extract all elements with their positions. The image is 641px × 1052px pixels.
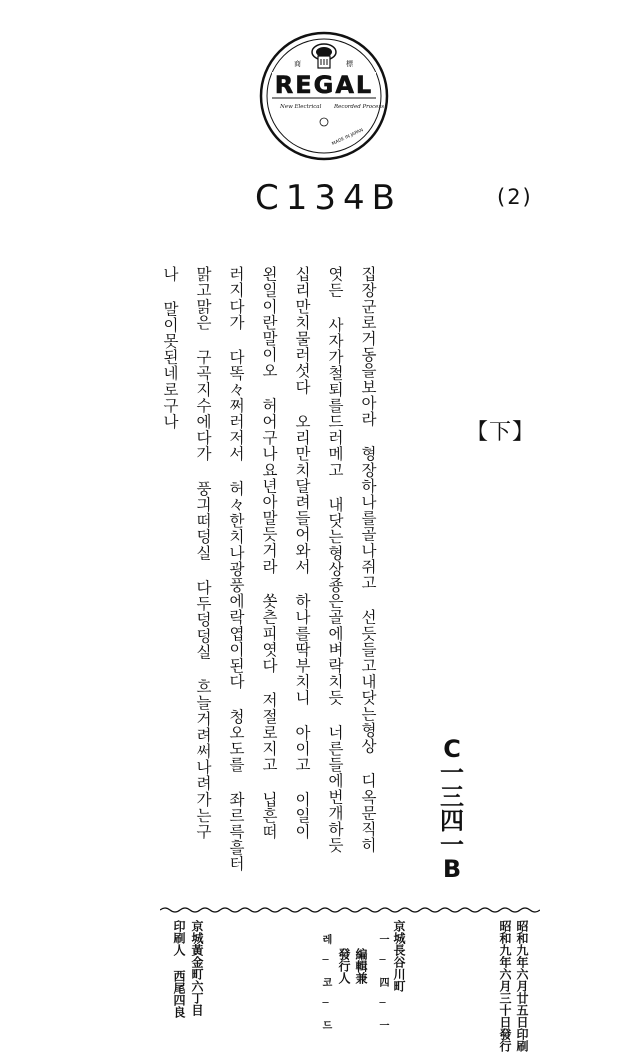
- lyric-line: 집장군로거동을보아라 형장하나를골나쥐고 선듯들고내닷는형상 디옥문직히: [359, 266, 377, 854]
- side-mark: 【下】: [466, 420, 536, 445]
- lyric-line: 십리만치물러섯다 오리만치달려들어와서 하나를딱부치니 아이고 이일이: [293, 266, 311, 840]
- record-label-icon: [258, 30, 390, 162]
- lyric-line: 러지다가 다똑々쩌러저서 허々한치나광풍에락엽이된다 청오도를 좌르륵흘터: [227, 266, 245, 872]
- lyric-line: 엿든 사자가철퇴를드러메고 내닷는형상죵은골에벼락치듯 너른들에번개하듯: [326, 266, 344, 854]
- colophon-publisher-role-2: 發行人: [337, 948, 351, 984]
- colophon-print-date: 昭和九年六月廿五日印刷: [515, 920, 529, 1052]
- regal-label-logo: [258, 30, 390, 162]
- colophon-printer-name: 印刷人 西尾四良: [172, 920, 186, 1018]
- lyrics-block: [160, 266, 385, 872]
- lyric-line: 왼일이란말이오 허어구나요년아말듯거라 쏫츤피엿다 저절로지고 닙흔떠: [260, 266, 278, 840]
- colophon-publisher-name: 레 ─ 코 ─ 드: [320, 934, 331, 1030]
- colophon-publisher-role: 編輯兼: [354, 948, 368, 984]
- vertical-code-char: C: [443, 735, 461, 763]
- vertical-code-char: 四: [440, 807, 464, 835]
- vertical-code-char: 一: [440, 831, 464, 859]
- label-top-left-mark: 商: [294, 60, 301, 68]
- vertical-code-char: 三: [440, 783, 464, 811]
- lyric-line: 맑고맑은 구곡지수에다가 풍긔떠덩실 다두덩덩실 흐늘거려써나려가는구: [194, 266, 212, 840]
- label-top-right-mark: 標: [346, 60, 353, 68]
- label-process-right: Recorded Process: [334, 104, 385, 110]
- label-process-left: New Electrical: [280, 104, 322, 110]
- colophon: [0, 920, 641, 1052]
- colophon-publish-date: 昭和九年六月三十日發行: [498, 920, 512, 1052]
- catalog-number: C134B: [255, 178, 402, 218]
- colophon-publisher-number: 一 ─ 四 ─ 一: [377, 934, 388, 1030]
- label-brand: REGAL: [274, 71, 374, 99]
- label-bottom-text: MADE IN JAPAN: [331, 128, 365, 148]
- lyric-line: 나 말이못된네로구나: [161, 266, 179, 430]
- colophon-printer-address: 京城黃金町六丁目: [190, 920, 204, 1016]
- vertical-catalog-code: [437, 737, 467, 881]
- vertical-code-char: 一: [440, 759, 464, 787]
- side-number: (2): [497, 185, 533, 209]
- vertical-code-char: B: [442, 855, 462, 883]
- colophon-publisher-address: 京城長谷川町: [392, 920, 406, 992]
- wavy-divider: [160, 905, 540, 915]
